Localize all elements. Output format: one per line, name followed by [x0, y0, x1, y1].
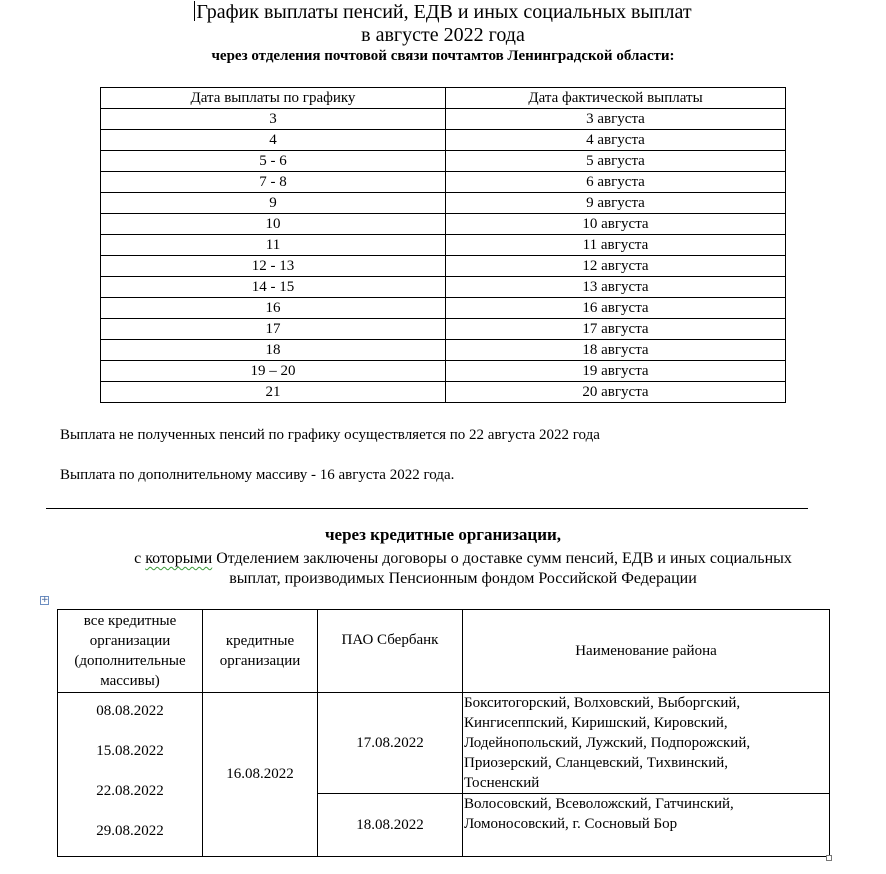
district-list-cell: Бокситогорский, Волховский, Выборгский, Кингисеппский, Киришский, Кировский, Лодейнопольский, Лужский, Подпорожский, Приозерский, Сланцевский, Тихвинский, Тосненский [463, 693, 830, 794]
header-sberbank: ПАО Сбербанк [318, 610, 463, 693]
table-row [101, 256, 786, 277]
payment-date: 08.08.2022 [96, 703, 164, 719]
table-row [101, 193, 786, 214]
scheduled-date-cell: 17 [101, 319, 446, 340]
table-row [101, 172, 786, 193]
title-line-1: График выплаты пенсий, ЕДВ и иных социальных выплат [196, 1, 692, 23]
actual-date-cell: 5 августа [446, 151, 786, 172]
actual-date-cell: 11 августа [446, 235, 786, 256]
actual-date-cell: 18 августа [446, 340, 786, 361]
scheduled-date-cell: 14 - 15 [101, 277, 446, 298]
table-row [101, 382, 786, 403]
scheduled-date-cell: 18 [101, 340, 446, 361]
payment-date: 29.08.2022 [96, 823, 164, 839]
header-district-name: Наименование района [463, 610, 830, 693]
scheduled-date-cell: 10 [101, 214, 446, 235]
actual-date-cell: 4 августа [446, 130, 786, 151]
title-line-2: в августе 2022 года [361, 24, 525, 46]
actual-date-cell: 17 августа [446, 319, 786, 340]
actual-date-cell: 3 августа [446, 109, 786, 130]
scheduled-date-cell: 9 [101, 193, 446, 214]
actual-date-cell: 13 августа [446, 277, 786, 298]
unreceived-pension-note: Выплата не полученных пенсий по графику осуществляется по 22 августа 2022 года [60, 427, 600, 443]
table-row [101, 298, 786, 319]
credit-organizations-description-line-2: выплат, производимых Пенсионным фондом Российской Федерации [229, 570, 697, 587]
scheduled-date-cell: 12 - 13 [101, 256, 446, 277]
actual-date-cell: 19 августа [446, 361, 786, 382]
scheduled-date-cell: 16 [101, 298, 446, 319]
table-resize-handle-icon[interactable] [826, 855, 832, 861]
column-header-scheduled-date: Дата выплаты по графику [101, 88, 446, 109]
table-row [101, 277, 786, 298]
actual-date-cell: 16 августа [446, 298, 786, 319]
table-header-row [101, 88, 786, 109]
actual-date-cell: 6 августа [446, 172, 786, 193]
actual-date-cell: 10 августа [446, 214, 786, 235]
payment-date: 22.08.2022 [96, 783, 164, 799]
actual-date-cell: 20 августа [446, 382, 786, 403]
table-row [101, 214, 786, 235]
table-row [101, 151, 786, 172]
scheduled-date-cell: 3 [101, 109, 446, 130]
credit-organizations-heading: через кредитные организации, [324, 525, 562, 544]
post-schedule-table [100, 87, 786, 403]
scheduled-date-cell: 11 [101, 235, 446, 256]
credit-organizations-description-line-1: с которыми Отделением заключены договоры о доставке сумм пенсий, ЕДВ и иных социальных [134, 550, 792, 567]
table-header-row [58, 610, 830, 693]
scheduled-date-cell: 4 [101, 130, 446, 151]
actual-date-cell: 12 августа [446, 256, 786, 277]
column-header-actual-date: Дата фактической выплаты [446, 88, 786, 109]
table-row [101, 235, 786, 256]
district-list-cell: Волосовский, Всеволожский, Гатчинский, Ломоносовский, г. Сосновый Бор [463, 794, 830, 857]
table-row [101, 130, 786, 151]
scheduled-date-cell: 7 - 8 [101, 172, 446, 193]
credit-orgs-date-cell: 16.08.2022 [203, 693, 318, 857]
payment-date: 15.08.2022 [96, 743, 164, 759]
actual-date-cell: 9 августа [446, 193, 786, 214]
table-row [58, 693, 830, 794]
table-move-handle-icon[interactable]: + [41, 595, 49, 605]
table-row [101, 109, 786, 130]
table-row [101, 319, 786, 340]
sber-date-cell: 18.08.2022 [318, 794, 463, 857]
scheduled-date-cell: 5 - 6 [101, 151, 446, 172]
table-row [101, 340, 786, 361]
all-orgs-dates-cell [58, 693, 203, 857]
additional-array-note: Выплата по дополнительному массиву - 16 августа 2022 года. [60, 467, 455, 483]
header-all-credit-orgs: все кредитные организации (дополнительные массивы) [58, 610, 203, 693]
sber-date-cell: 17.08.2022 [318, 693, 463, 794]
spellcheck-underlined-word[interactable]: которыми [145, 550, 213, 567]
scheduled-date-cell: 21 [101, 382, 446, 403]
table-row [101, 361, 786, 382]
credit-organizations-table [57, 609, 830, 857]
header-credit-orgs: кредитные организации [203, 610, 318, 693]
scheduled-date-cell: 19 – 20 [101, 361, 446, 382]
section-divider [46, 508, 808, 509]
post-offices-subtitle: через отделения почтовой связи почтамтов Ленинградской области: [211, 48, 675, 64]
